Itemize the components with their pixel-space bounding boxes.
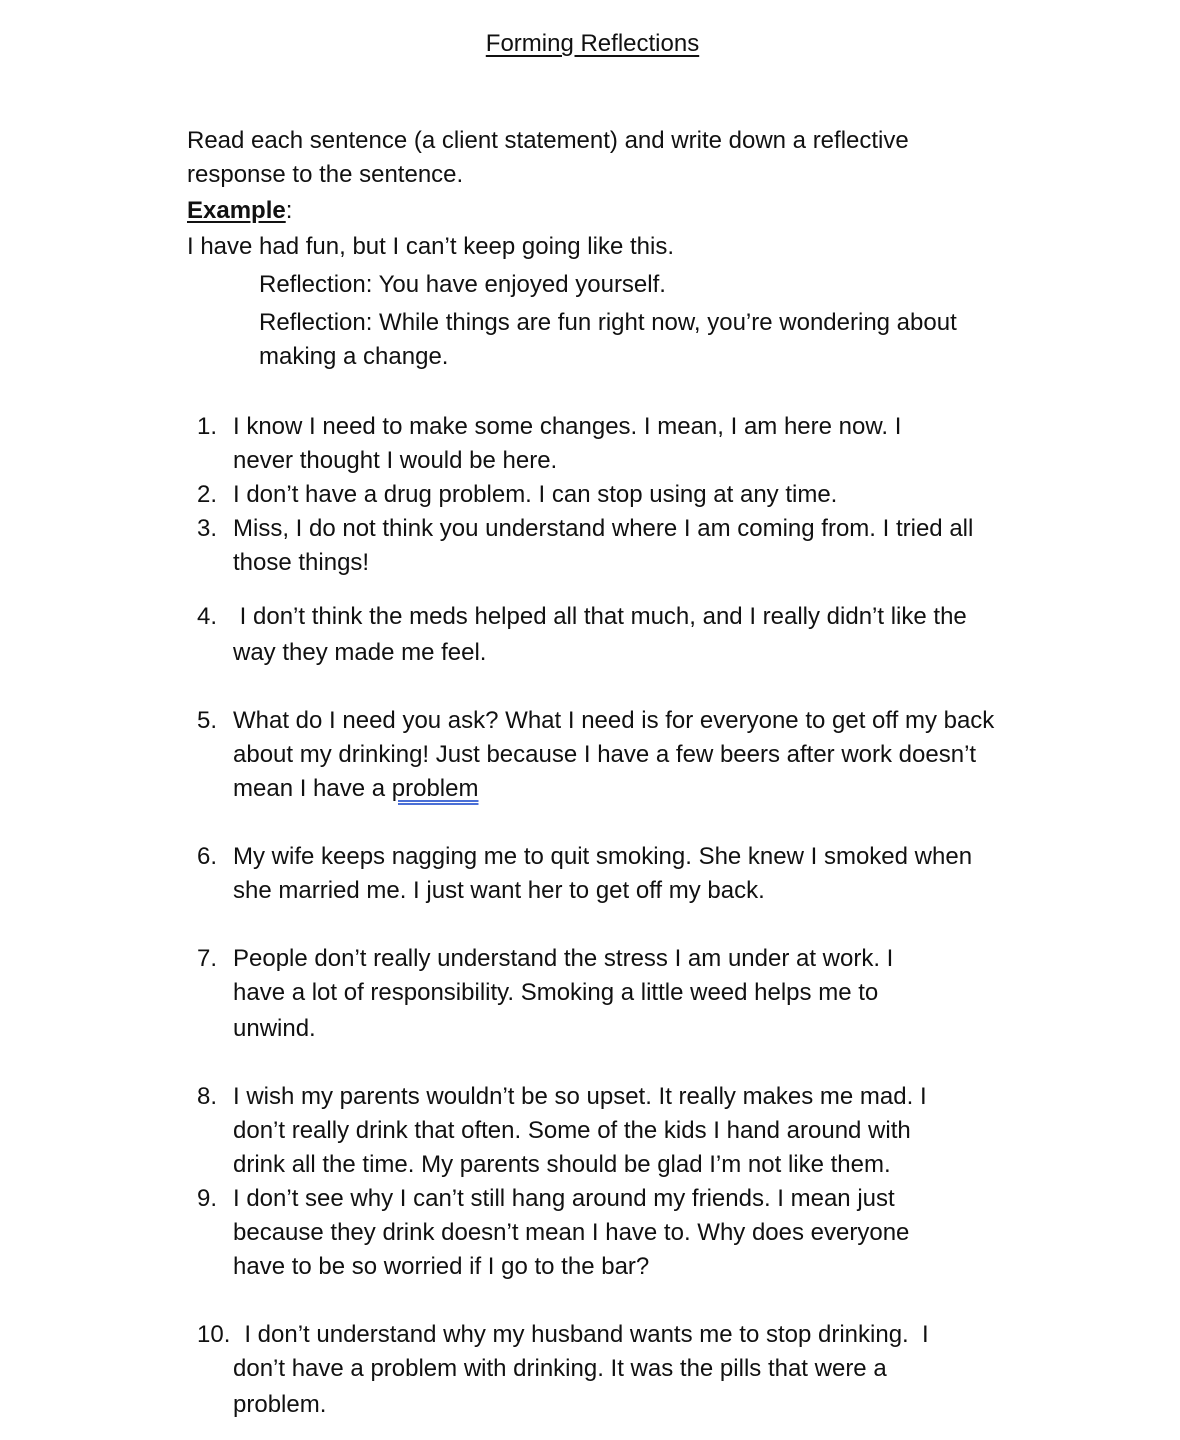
item-number: 1. xyxy=(197,413,218,440)
item-number: 6. xyxy=(197,843,218,870)
item-line: those things! xyxy=(233,549,370,576)
item-line: I know I need to make some changes. I mean, I am here now. I xyxy=(233,413,902,440)
item-line: I don’t think the meds helped all that much, and I really didn’t like the xyxy=(233,603,967,630)
item-line: way they made me feel. xyxy=(233,639,487,666)
example-heading xyxy=(187,194,292,228)
instructions-line-1: Read each sentence (a client statement) and write down a reflective xyxy=(187,127,909,154)
item-line: don’t have a problem with drinking. It was the pills that were a xyxy=(233,1355,887,1382)
item-line: about my drinking! Just because I have a few beers after work doesn’t xyxy=(233,741,977,768)
spellcheck-underlined-word[interactable]: problem xyxy=(391,775,479,802)
item-line xyxy=(233,772,478,806)
page-title: Forming Reflections xyxy=(485,30,700,57)
item-line: My wife keeps nagging me to quit smoking. She knew I smoked when xyxy=(233,843,973,870)
example-reflection-2-line-1: Reflection: While things are fun right now, you’re wondering about xyxy=(259,309,957,336)
item-line: never thought I would be here. xyxy=(233,447,558,474)
example-reflection-2-line-2: making a change. xyxy=(259,343,449,370)
item-number: 2. xyxy=(197,481,218,508)
item-line: because they drink doesn’t mean I have to. Why does everyone xyxy=(233,1219,910,1246)
example-reflection-1: Reflection: You have enjoyed yourself. xyxy=(259,271,666,298)
item-line: People don’t really understand the stress I am under at work. I xyxy=(233,945,894,972)
item-line-text: mean I have a xyxy=(233,775,392,802)
item-line: have a lot of responsibility. Smoking a little weed helps me to xyxy=(233,979,879,1006)
item-line: I wish my parents wouldn’t be so upset. It really makes me mad. I xyxy=(233,1083,927,1110)
example-colon: : xyxy=(285,197,293,224)
item-line: problem. xyxy=(233,1391,327,1418)
item-line: I don’t have a drug problem. I can stop using at any time. xyxy=(233,481,838,508)
item-line: she married me. I just want her to get off my back. xyxy=(233,877,765,904)
item-number: 7. xyxy=(197,945,218,972)
example-label: Example xyxy=(187,197,286,224)
item-line: I don’t see why I can’t still hang around my friends. I mean just xyxy=(233,1185,895,1212)
instructions-line-2: response to the sentence. xyxy=(187,161,464,188)
item-line: don’t really drink that often. Some of the kids I hand around with xyxy=(233,1117,911,1144)
item-line: drink all the time. My parents should be glad I’m not like them. xyxy=(233,1151,891,1178)
item-number: 4. xyxy=(197,603,218,630)
item-number: 10. xyxy=(197,1321,231,1348)
item-number: 3. xyxy=(197,515,218,542)
item-number: 9. xyxy=(197,1185,218,1212)
item-line: have to be so worried if I go to the bar? xyxy=(233,1253,650,1280)
item-number: 8. xyxy=(197,1083,218,1110)
item-number: 5. xyxy=(197,707,218,734)
item-line: I don’t understand why my husband wants me to stop drinking. I xyxy=(231,1321,929,1348)
item-line: What do I need you ask? What I need is for everyone to get off my back xyxy=(233,707,995,734)
item-line: Miss, I do not think you understand where I am coming from. I tried all xyxy=(233,515,974,542)
example-statement: I have had fun, but I can’t keep going like this. xyxy=(187,233,674,260)
item-line: unwind. xyxy=(233,1015,316,1042)
